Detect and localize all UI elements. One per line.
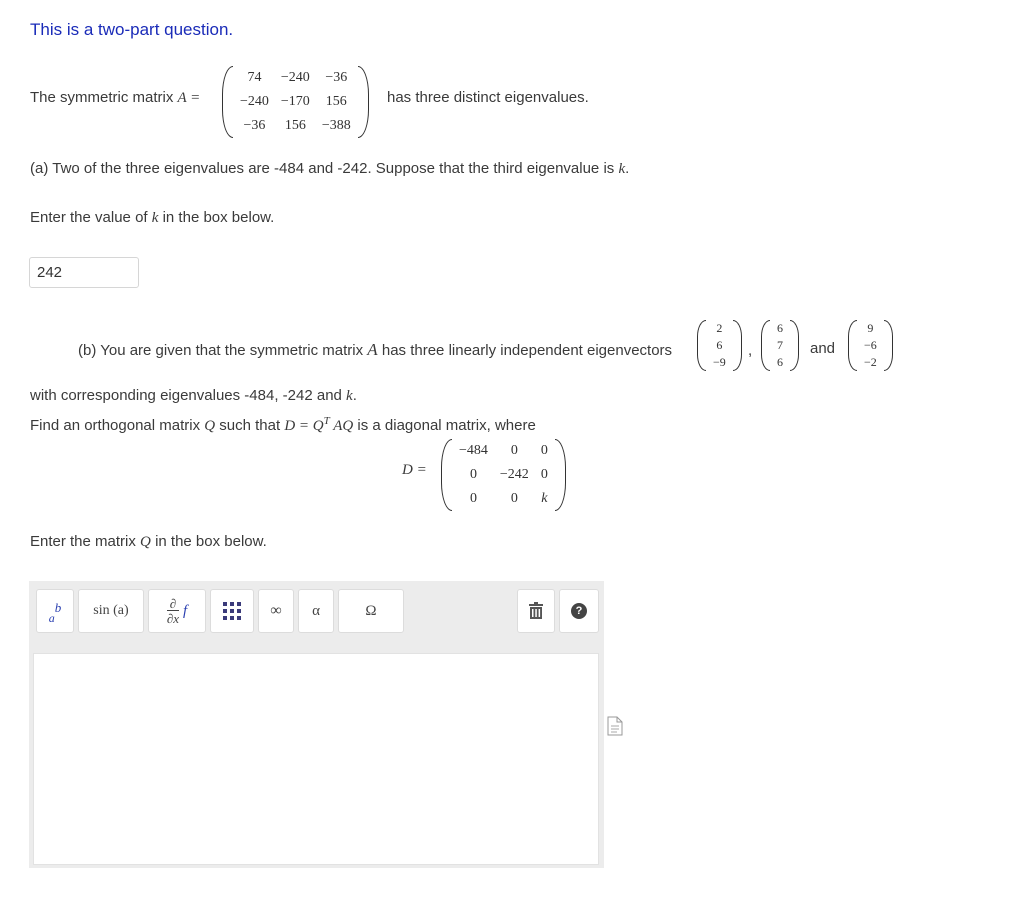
matrix-sentence-suffix: has three distinct eigenvalues. — [387, 89, 589, 106]
infinity-button[interactable]: ∞ — [258, 589, 294, 633]
eigenvector-2: 6 7 6 — [761, 320, 799, 371]
alpha-button[interactable]: α — [298, 589, 334, 633]
answer-k-input[interactable]: 242 — [29, 257, 139, 288]
omega-button[interactable]: Ω — [338, 589, 404, 633]
part-a-instruction: Enter the value of k in the box below. — [30, 209, 275, 226]
matrix-sentence-prefix: The symmetric matrix A = — [30, 89, 201, 106]
matrix-answer-input[interactable] — [33, 653, 599, 865]
vector-and: and — [810, 340, 836, 357]
matrix-grid-icon — [221, 600, 243, 622]
part-a-text: (a) Two of the three eigenvalues are -484 and -242. Suppose that the third eigenvalue is k. — [30, 160, 630, 177]
power-button[interactable]: $_a^b$ — [36, 589, 74, 633]
eigenvector-3: 9 −6 −2 — [848, 320, 893, 371]
matrix-A: 74 −240 −36 −240 −170 156 −36 156 −388 — [222, 66, 369, 138]
help-icon: ? — [571, 603, 587, 619]
math-editor — [29, 581, 604, 868]
document-icon[interactable] — [607, 716, 623, 736]
trash-icon — [528, 602, 544, 620]
matrix-D-label: D = — [402, 462, 427, 478]
question-intro: This is a two-part question. — [30, 20, 234, 39]
matrix-button[interactable] — [210, 589, 254, 633]
help-button[interactable] — [559, 589, 599, 633]
part-b-text: (b) You are given that the symmetric matrix A has three linearly independent eigenvectors — [78, 340, 673, 359]
trash-button[interactable] — [517, 589, 555, 633]
derivative-button[interactable]: ∂ ∂x f — [148, 589, 206, 633]
eigenvector-1: 2 6 −9 — [697, 320, 742, 371]
function-button[interactable]: sin (a) — [78, 589, 144, 633]
part-b-enter-q: Enter the matrix Q in the box below. — [30, 533, 267, 550]
part-b-find-q: Find an orthogonal matrix Q such that $D = Q^T$ AQ is a diagonal matrix, where — [30, 415, 536, 434]
vector-separator: , — [748, 342, 753, 359]
matrix-D: −484 0 0 0 −242 0 0 0 k — [441, 439, 566, 511]
part-b-eigenvalues: with corresponding eigenvalues -484, -242 and k. — [30, 387, 357, 404]
